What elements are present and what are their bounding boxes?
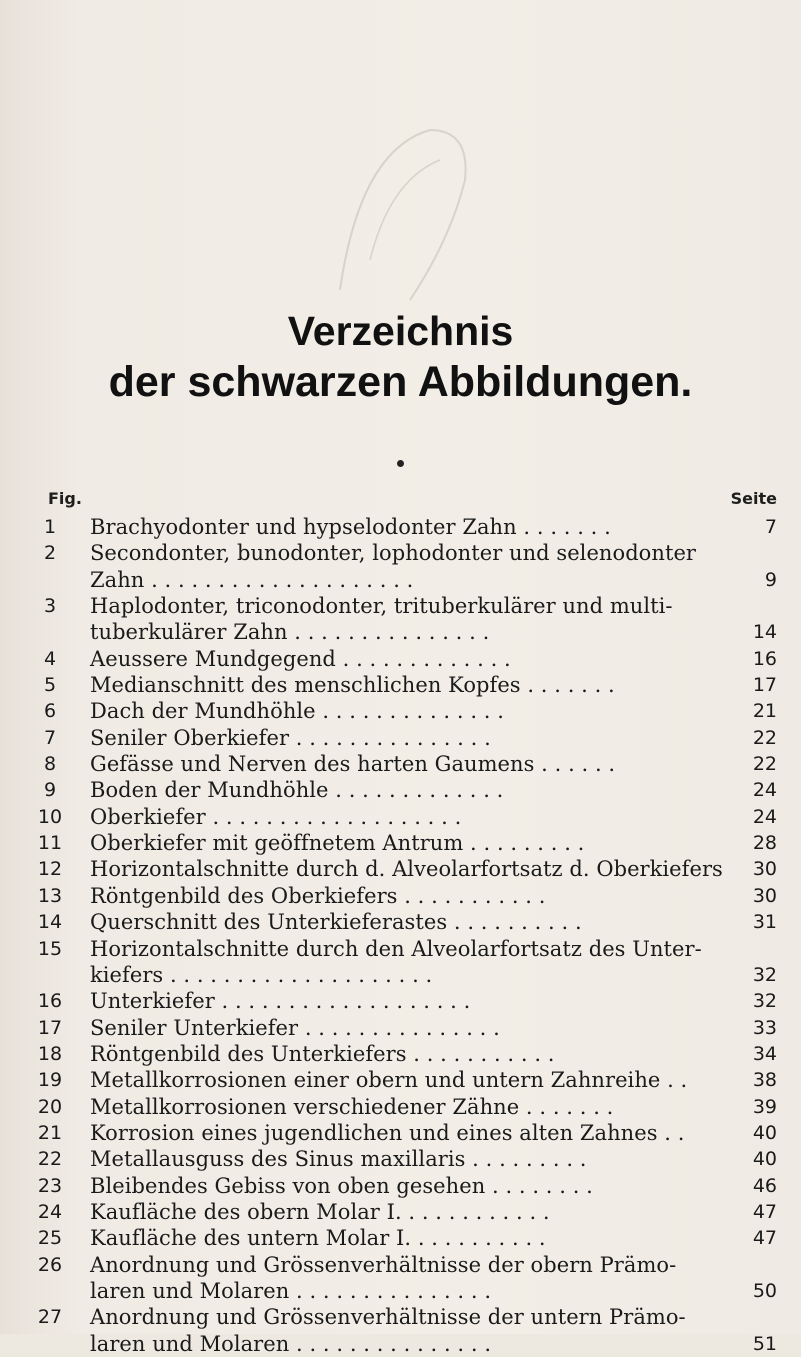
- figure-caption: kiefers . . . . . . . . . . . . . . . . . . . .: [90, 962, 433, 987]
- figure-number: 26: [37, 1253, 63, 1276]
- figure-caption: Kaufläche des obern Molar I. . . . . . . . . . . .: [90, 1199, 550, 1224]
- toc-line: [0, 567, 801, 593]
- page-number: 46: [752, 1174, 777, 1197]
- figure-number: 2: [43, 542, 57, 565]
- toc-line: [0, 725, 801, 751]
- faint-watermark-icon: [300, 90, 500, 320]
- page-number: 21: [752, 700, 777, 723]
- figure-number: 21: [37, 1121, 63, 1144]
- figure-number: 18: [37, 1042, 63, 1065]
- page-number: 32: [752, 990, 777, 1013]
- toc-line: [0, 1067, 801, 1093]
- figure-number: 7: [43, 726, 57, 749]
- page-number: 22: [752, 726, 777, 749]
- figure-caption: Querschnitt des Unterkieferastes . . . . . . . . . .: [90, 910, 582, 935]
- figure-number: 24: [37, 1200, 63, 1223]
- toc-line: [0, 936, 801, 962]
- toc-line: [0, 540, 801, 566]
- figure-caption: Röntgenbild des Unterkiefers . . . . . . . . . . .: [90, 1041, 555, 1066]
- figure-caption: Horizontalschnitte durch d. Alveolarfortsatz d. Oberkiefers: [90, 857, 723, 882]
- figure-caption: Secondonter, bunodonter, lophodonter und selenodonter: [90, 541, 697, 566]
- figure-caption: Zahn . . . . . . . . . . . . . . . . . . . .: [90, 567, 414, 592]
- page-number: 40: [752, 1148, 777, 1171]
- figure-number: 20: [37, 1095, 63, 1118]
- toc-line: [0, 672, 801, 698]
- figure-caption: Unterkiefer . . . . . . . . . . . . . . . . . . .: [90, 989, 471, 1014]
- figure-caption: Seniler Unterkiefer . . . . . . . . . . . . . . .: [90, 1015, 500, 1040]
- toc-line: [0, 751, 801, 777]
- page-number: 30: [752, 884, 777, 907]
- page-number: 24: [752, 805, 777, 828]
- page-number: 28: [752, 832, 777, 855]
- figure-caption: Bleibendes Gebiss von oben gesehen . . . . . . . .: [90, 1173, 593, 1198]
- toc-line: [0, 777, 801, 803]
- page-number: 39: [752, 1095, 777, 1118]
- figure-caption: Oberkiefer . . . . . . . . . . . . . . . . . . .: [90, 804, 462, 829]
- figure-caption: laren und Molaren . . . . . . . . . . . . . . .: [90, 1331, 492, 1356]
- toc-line: [0, 804, 801, 830]
- figure-caption: Anordnung und Grössenverhältnisse der untern Prämo-: [90, 1305, 686, 1330]
- figure-number: 10: [37, 805, 63, 828]
- toc-line: [0, 856, 801, 882]
- page-number: 33: [752, 1016, 777, 1039]
- figure-caption: Seniler Oberkiefer . . . . . . . . . . . . . . .: [90, 725, 491, 750]
- toc-line: [0, 1199, 801, 1225]
- toc-line: [0, 514, 801, 540]
- figure-caption: Horizontalschnitte durch den Alveolarfortsatz des Unter-: [90, 936, 702, 961]
- figure-number: 3: [43, 595, 57, 618]
- figure-number: 11: [37, 832, 63, 855]
- page-number: 50: [752, 1279, 777, 1302]
- figure-caption: Anordnung und Grössenverhältnisse der obern Prämo-: [90, 1252, 677, 1277]
- page-number: 32: [752, 963, 777, 986]
- figure-caption: Dach der Mundhöhle . . . . . . . . . . . . . .: [90, 699, 504, 724]
- toc-line: [0, 619, 801, 645]
- fig-column-header: Fig.: [48, 489, 82, 508]
- toc-line: [0, 909, 801, 935]
- table-of-contents: [0, 514, 801, 1357]
- toc-line: [0, 1041, 801, 1067]
- page-number: 47: [752, 1200, 777, 1223]
- figure-caption: Aeussere Mundgegend . . . . . . . . . . . . .: [90, 646, 511, 671]
- figure-number: 9: [43, 779, 57, 802]
- figure-number: 5: [43, 674, 57, 697]
- figure-number: 22: [37, 1148, 63, 1171]
- figure-caption: Haplodonter, triconodonter, trituberkulärer und multi-: [90, 594, 673, 619]
- page-column-header: Seite: [730, 489, 777, 508]
- figure-caption: Brachyodonter und hypselodonter Zahn . . . . . . .: [90, 515, 611, 539]
- toc-line: [0, 1146, 801, 1172]
- page-number: 47: [752, 1227, 777, 1250]
- figure-caption: Medianschnitt des menschlichen Kopfes . . . . . . .: [90, 673, 615, 698]
- toc-line: [0, 1278, 801, 1304]
- figure-number: 19: [37, 1069, 63, 1092]
- toc-line: [0, 1120, 801, 1146]
- figure-number: 1: [43, 516, 57, 538]
- page-number: 14: [752, 621, 777, 644]
- title-line-1: Verzeichnis: [287, 308, 514, 354]
- toc-line: [0, 830, 801, 856]
- toc-line: [0, 593, 801, 619]
- toc-line: [0, 962, 801, 988]
- figure-caption: Röntgenbild des Oberkiefers . . . . . . . . . . .: [90, 883, 546, 908]
- figure-caption: Oberkiefer mit geöffnetem Antrum . . . . . . . . .: [90, 831, 585, 856]
- figure-number: 27: [37, 1306, 63, 1329]
- ornament-dot-icon: [397, 460, 404, 467]
- figure-caption: Metallkorrosionen verschiedener Zähne . . . . . . .: [90, 1094, 614, 1119]
- figure-number: 8: [43, 753, 57, 776]
- figure-number: 16: [37, 990, 63, 1013]
- page-number: 22: [752, 753, 777, 776]
- figure-caption: Metallkorrosionen einer obern und untern Zahnreihe . .: [90, 1068, 688, 1093]
- toc-line: [0, 883, 801, 909]
- toc-line: [0, 988, 801, 1014]
- page-number: 17: [752, 674, 777, 697]
- figure-number: 6: [43, 700, 57, 723]
- figure-caption: Kaufläche des untern Molar I. . . . . . . . . . .: [90, 1226, 546, 1251]
- toc-line: [0, 1015, 801, 1041]
- page-number: 31: [752, 911, 777, 934]
- figure-number: 14: [37, 911, 63, 934]
- page-number: 38: [752, 1069, 777, 1092]
- figure-number: 17: [37, 1016, 63, 1039]
- figure-number: 13: [37, 884, 63, 907]
- toc-line: [0, 1304, 801, 1330]
- figure-caption: Boden der Mundhöhle . . . . . . . . . . . . .: [90, 778, 504, 803]
- toc-line: [0, 1094, 801, 1120]
- figure-caption: Korrosion eines jugendlichen und eines alten Zahnes . .: [90, 1120, 685, 1145]
- title-line-2: der schwarzen Abbildungen.: [108, 358, 693, 406]
- toc-line: [0, 1173, 801, 1199]
- page-number: 40: [752, 1121, 777, 1144]
- page-number: 30: [752, 858, 777, 881]
- figure-caption: laren und Molaren . . . . . . . . . . . . . . .: [90, 1278, 492, 1303]
- figure-number: 12: [37, 858, 63, 881]
- toc-line: [0, 1225, 801, 1251]
- figure-number: 4: [43, 647, 57, 670]
- page-number: 16: [752, 647, 777, 670]
- page-number: 9: [764, 568, 777, 591]
- toc-line: [0, 698, 801, 724]
- figure-number: 15: [37, 937, 63, 960]
- page-number: 7: [764, 516, 777, 538]
- figure-caption: Metallausguss des Sinus maxillaris . . . . . . . . .: [90, 1147, 587, 1172]
- page-number: 51: [752, 1332, 777, 1355]
- toc-line: [0, 1252, 801, 1278]
- figure-caption: tuberkulärer Zahn . . . . . . . . . . . . . . .: [90, 620, 490, 645]
- toc-line: [0, 1331, 801, 1357]
- figure-caption: Gefässe und Nerven des harten Gaumens . . . . . .: [90, 752, 616, 777]
- toc-line: [0, 646, 801, 672]
- figure-number: 23: [37, 1174, 63, 1197]
- figure-number: 25: [37, 1227, 63, 1250]
- page-number: 34: [752, 1042, 777, 1065]
- page-number: 24: [752, 779, 777, 802]
